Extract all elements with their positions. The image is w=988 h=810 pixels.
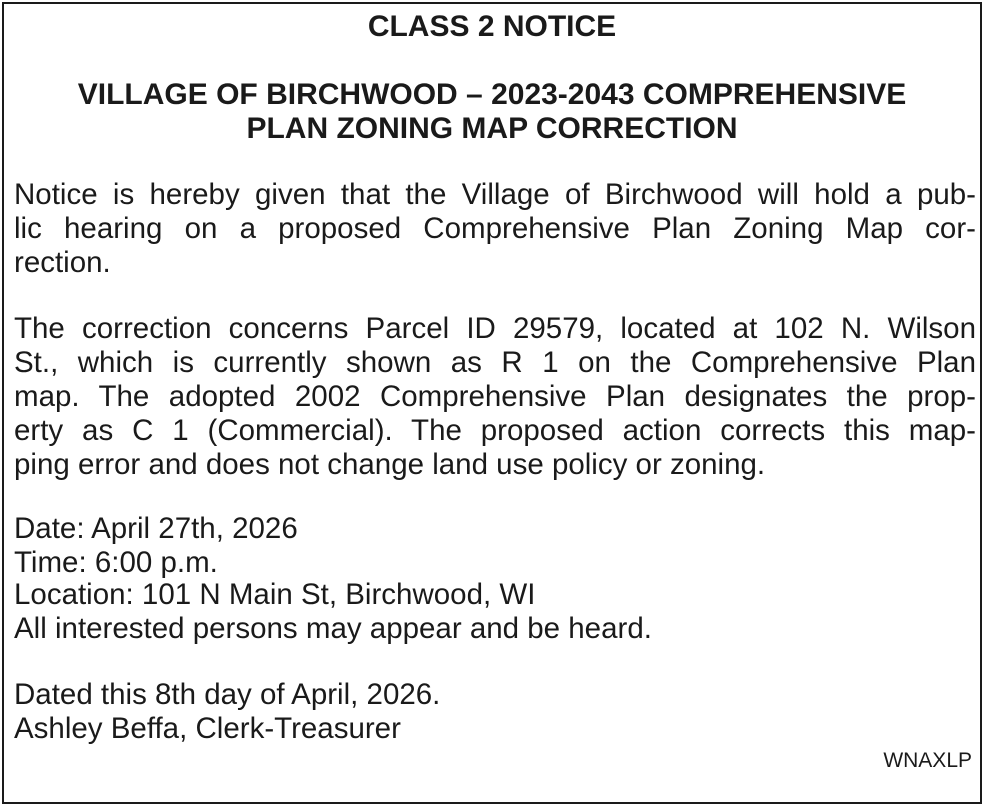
paragraph-2-line-4: erty as C 1 (Commercial). The proposed action corrects this map- [14, 414, 976, 447]
hearing-location: Location: 101 N Main St, Birchwood, WI [14, 578, 536, 611]
notice-class-label: CLASS 2 NOTICE [367, 10, 617, 43]
paragraph-2-line-2: St., which is currently shown as R 1 on the Comprehensive Plan [14, 346, 976, 379]
dated-line: Dated this 8th day of April, 2026. [14, 678, 441, 711]
publisher-code: WNAXLP [883, 749, 972, 772]
paragraph-2-line-5: ping error and does not change land use policy or zoning. [14, 448, 766, 481]
paragraph-2-line-3: map. The adopted 2002 Comprehensive Plan designates the prop- [14, 380, 976, 413]
paragraph-1-line-3: rection. [14, 246, 111, 279]
hearing-time: Time: 6:00 p.m. [14, 546, 218, 579]
notice-title-line-2: PLAN ZONING MAP CORRECTION [246, 112, 738, 145]
paragraph-2-line-1: The correction concerns Parcel ID 29579, located at 102 N. Wilson [14, 312, 976, 345]
signature-line: Ashley Beffa, Clerk-Treasurer [14, 712, 401, 745]
hearing-statement: All interested persons may appear and be heard. [14, 612, 652, 645]
legal-notice [2, 2, 982, 804]
notice-title-line-1: VILLAGE OF BIRCHWOOD – 2023-2043 COMPREHENSIVE [77, 78, 907, 111]
paragraph-1-line-1: Notice is hereby given that the Village of Birchwood will hold a pub- [14, 178, 976, 211]
paragraph-1-line-2: lic hearing on a proposed Comprehensive Plan Zoning Map cor- [14, 212, 976, 245]
hearing-date: Date: April 27th, 2026 [14, 512, 298, 545]
